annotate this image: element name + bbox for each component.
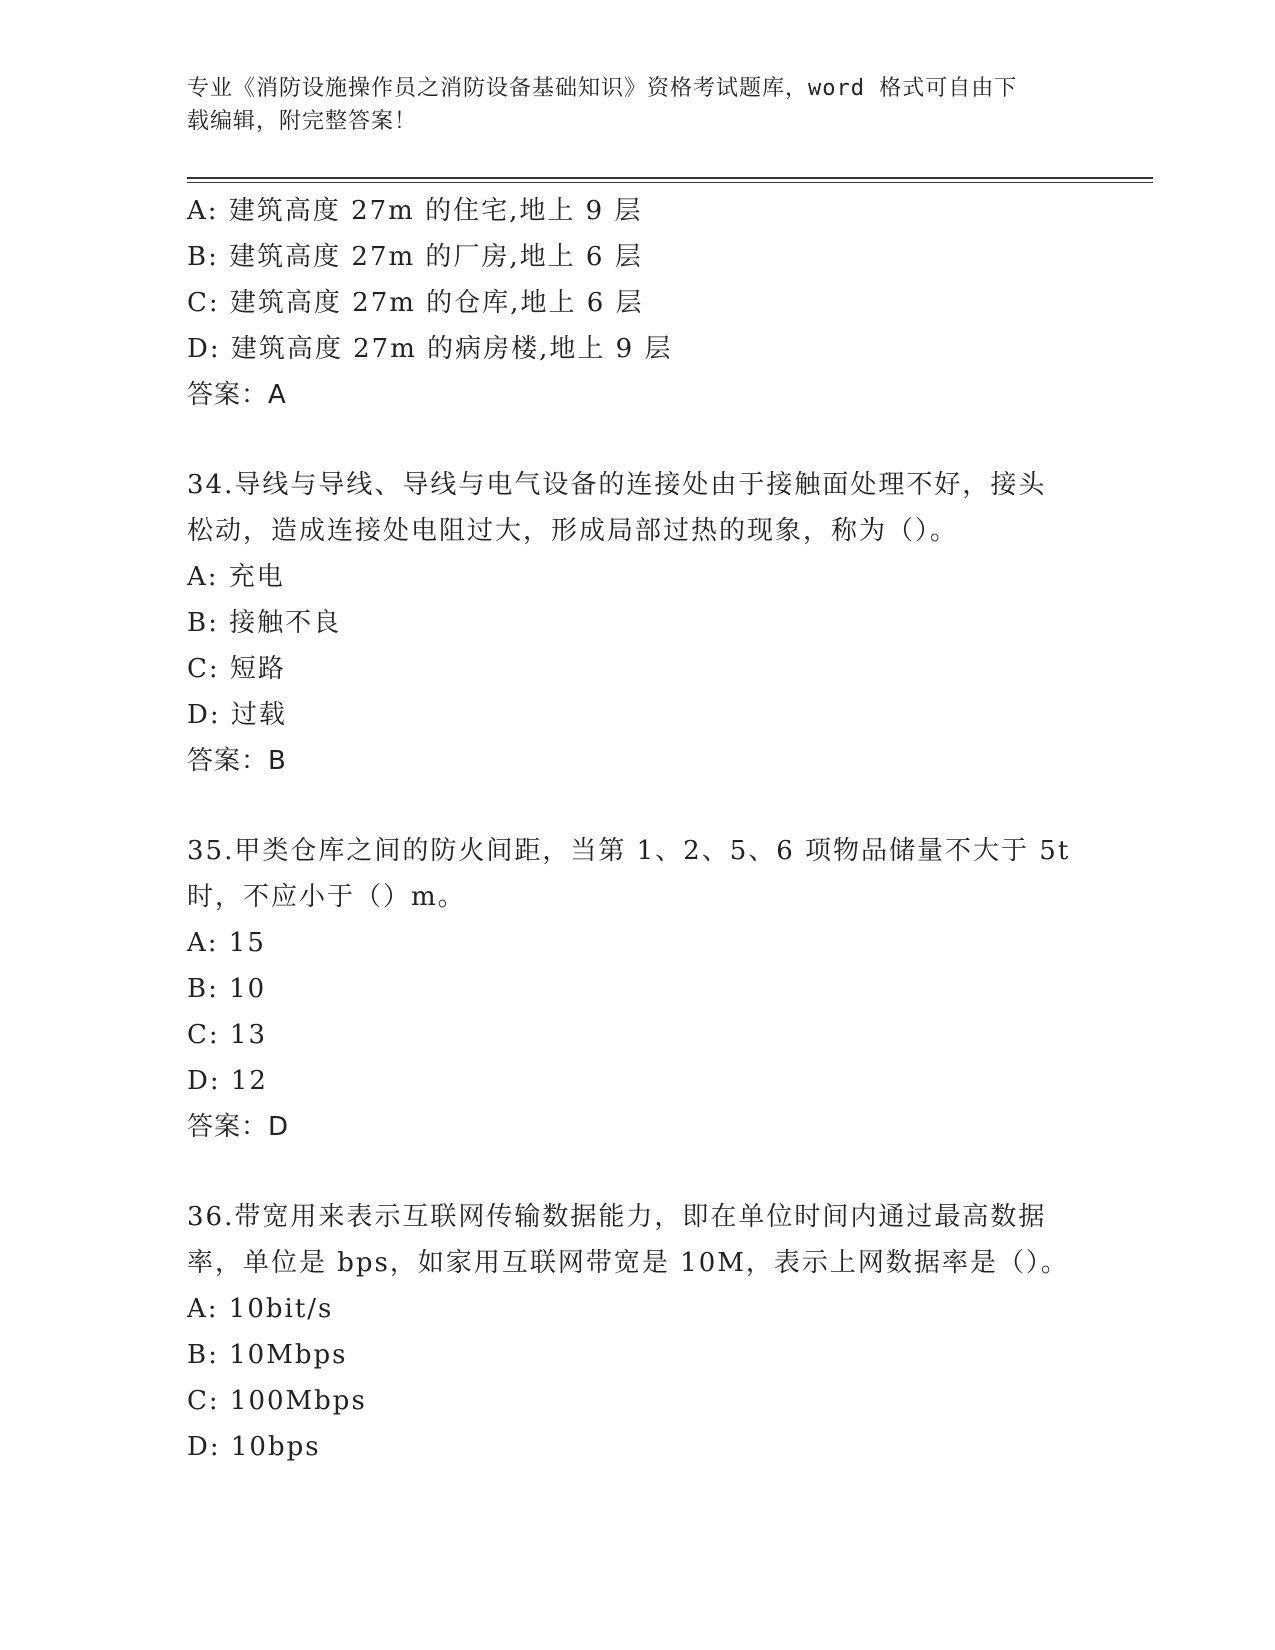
prev-question-block	[187, 188, 1087, 418]
option-a: A: 10bit/s	[187, 1294, 334, 1324]
answer-line: 答案：D	[187, 1112, 290, 1142]
header-line-2: 载编辑，附完整答案！	[187, 109, 418, 134]
header-divider-thin	[187, 182, 1153, 183]
option-d: D: 12	[187, 1066, 268, 1096]
option-c: C: 建筑高度 27m 的仓库,地上 6 层	[187, 288, 644, 318]
option-b: B: 建筑高度 27m 的厂房,地上 6 层	[187, 242, 643, 272]
question-stem-line: 35.甲类仓库之间的防火间距，当第 1、2、5、6 项物品储量不大于 5t	[187, 836, 1071, 866]
option-d: D: 过载	[187, 700, 287, 730]
answer-line: 答案：A	[187, 380, 287, 410]
option-d: D: 建筑高度 27m 的病房楼,地上 9 层	[187, 334, 673, 364]
option-b: B: 10	[187, 974, 267, 1004]
question-36	[187, 1194, 1087, 1470]
question-35	[187, 828, 1087, 1150]
document-header	[187, 72, 1087, 138]
option-a: A: 15	[187, 928, 266, 958]
question-stem-line: 36.带宽用来表示互联网传输数据能力，即在单位时间内通过最高数据	[187, 1202, 1047, 1232]
question-stem-line: 时，不应小于（）m。	[187, 882, 466, 912]
option-d: D: 10bps	[187, 1432, 321, 1462]
option-a: A: 建筑高度 27m 的住宅,地上 9 层	[187, 196, 643, 226]
header-line-1: 专业《消防设施操作员之消防设备基础知识》资格考试题库，word 格式可自由下	[187, 76, 1018, 101]
question-34	[187, 462, 1087, 784]
option-c: C: 100Mbps	[187, 1386, 367, 1416]
header-divider-thick	[187, 177, 1153, 179]
question-stem-line: 率，单位是 bps，如家用互联网带宽是 10M，表示上网数据率是（）。	[187, 1248, 1069, 1278]
option-c: C: 13	[187, 1020, 268, 1050]
option-b: B: 接触不良	[187, 608, 342, 638]
option-a: A: 充电	[187, 562, 285, 592]
question-stem-line: 34.导线与导线、导线与电气设备的连接处由于接触面处理不好，接头	[187, 470, 1047, 500]
question-list	[187, 188, 1087, 1470]
answer-line: 答案：B	[187, 746, 287, 776]
option-c: C: 短路	[187, 654, 286, 684]
option-b: B: 10Mbps	[187, 1340, 348, 1370]
question-stem-line: 松动，造成连接处电阻过大，形成局部过热的现象，称为（）。	[187, 516, 959, 546]
